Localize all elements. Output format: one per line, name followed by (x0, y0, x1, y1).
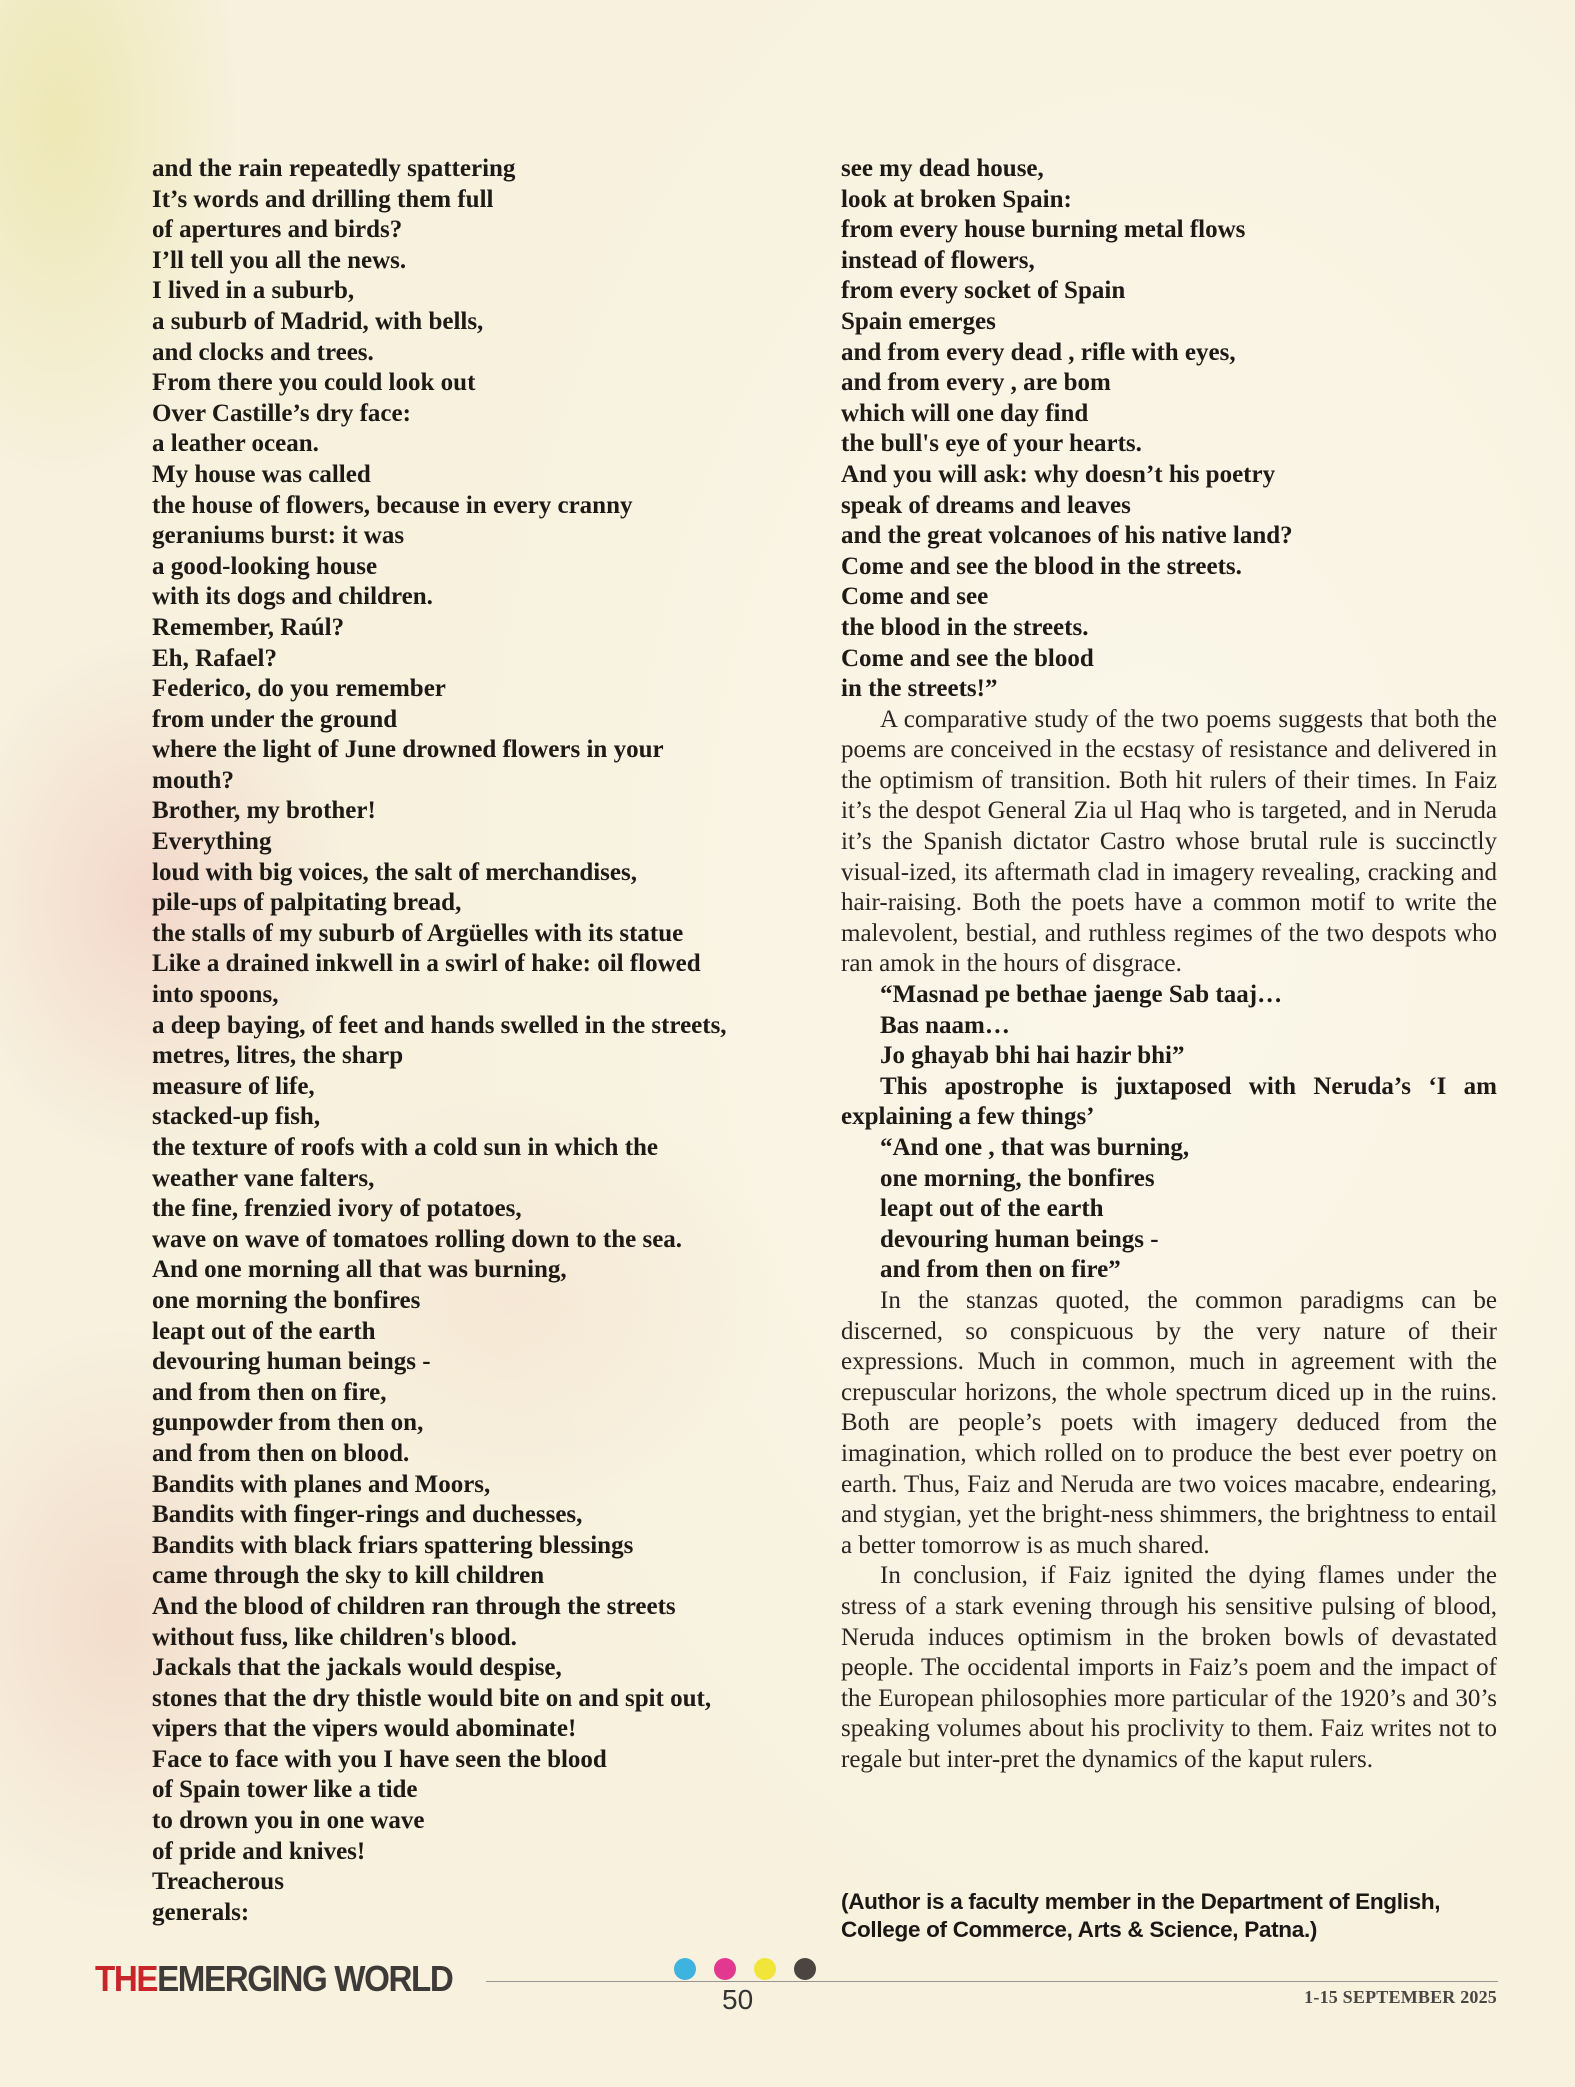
poem-line: My house was called (152, 460, 371, 488)
poem-line: Federico, do you remember (152, 675, 446, 703)
poem-line: of pride and knives! (152, 1837, 366, 1865)
poem-line: Come and see the blood in the streets. (841, 552, 1242, 580)
paragraph-comparative-study: A comparative study of the two poems suggests that both the poems are conceived in the ecstasy of resistance and delivered in the optimism of transition. Both hit rulers of their times. In Faiz it’s the despot General Zia ul Haq who is targeted, and in Neruda it’s the Spanish dictator Castro whose brutal rule is succinctly visual-ized, its aftermath clad in imagery revealing, cracking and hair-raising. Both the poets have a common motif to write the malevolent, bestial, and ruthless regimes of the two despots who ran amok in the hours of disgrace. (841, 705, 1497, 978)
poem-line: geraniums burst: it was (152, 522, 405, 550)
poem-line: “And one , that was burning, (880, 1134, 1190, 1161)
author-note: (Author is a faculty member in the Department of English, College of Commerce, Arts & Science, Patna.) (841, 1889, 1441, 1942)
poem-line: Eh, Rafael? (152, 644, 277, 672)
poem-line: leapt out of the earth (152, 1317, 376, 1345)
poem-line: speak of dreams and leaves (841, 491, 1131, 519)
poem-line: And you will ask: why doesn’t his poetry (841, 460, 1276, 488)
poem-line: from under the ground (152, 705, 398, 733)
poem-line: Come and see (841, 583, 989, 611)
poem-line: and from every , are bom (841, 369, 1111, 397)
poem-line: and from then on fire, (152, 1378, 387, 1406)
poem-line: and clocks and trees. (152, 338, 374, 366)
poem-line: measure of life, (152, 1072, 315, 1100)
poem-line: one morning, the bonfires (880, 1164, 1155, 1192)
poem-line: Like a drained inkwell in a swirl of hake: oil flowed (152, 950, 701, 978)
faiz-quote (841, 980, 1497, 1072)
poem-line: And one morning all that was burning, (152, 1256, 567, 1284)
poem-line: I lived in a suburb, (152, 277, 355, 305)
poem-line: one morning the bonfires (152, 1286, 421, 1314)
poem-line: the fine, frenzied ivory of potatoes, (152, 1195, 522, 1223)
poem-line: a deep baying, of feet and hands swelled in the streets, (152, 1011, 727, 1039)
logo-the: THE (95, 1958, 158, 1999)
poem-line: Over Castille’s dry face: (152, 399, 411, 427)
poem-line: Jackals that the jackals would despise, (152, 1654, 562, 1682)
poem-line: vipers that the vipers would abominate! (152, 1715, 577, 1743)
right-column (841, 154, 1497, 1775)
registration-dot (674, 1958, 696, 1980)
poem-line: and from then on blood. (152, 1439, 410, 1467)
poem-line: devouring human beings - (880, 1225, 1159, 1253)
poem-line: From there you could look out (152, 369, 476, 397)
logo-name: EMERGING WORLD (157, 1958, 453, 1999)
poem-line: mouth? (152, 766, 234, 794)
left-column-poem (152, 154, 808, 1928)
poem-line: Bas naam… (880, 1011, 1010, 1039)
poem-line: and from then on fire” (880, 1256, 1121, 1284)
poem-line: metres, litres, the sharp (152, 1042, 404, 1070)
poem-line: which will one day find (841, 399, 1089, 427)
poem-line: Remember, Raúl? (152, 613, 345, 641)
poem-line: leapt out of the earth (880, 1195, 1104, 1223)
poem-line: the bull's eye of your hearts. (841, 430, 1142, 458)
neruda-quote (841, 1133, 1497, 1286)
poem-line: with its dogs and children. (152, 583, 433, 611)
poem-line: look at broken Spain: (841, 185, 1072, 213)
poem-line: and from every dead , rifle with eyes, (841, 338, 1236, 366)
poem-line: “Masnad pe bethae jaenge Sab taaj… (880, 981, 1283, 1009)
poem-line: and the rain repeatedly spattering (152, 155, 516, 182)
poem-line: devouring human beings - (152, 1348, 431, 1376)
poem-line: of apertures and birds? (152, 216, 403, 244)
poem-line: of Spain tower like a tide (152, 1776, 418, 1804)
poem-line: wave on wave of tomatoes rolling down to the sea. (152, 1225, 683, 1253)
poem-line: Bandits with finger-rings and duchesses, (152, 1501, 583, 1529)
poem-line: came through the sky to kill children (152, 1562, 545, 1590)
poem-line: Jo ghayab bhi hai hazir bhi” (880, 1042, 1185, 1070)
poem-line: without fuss, like children's blood. (152, 1623, 517, 1651)
page-number: 50 (722, 1984, 754, 2015)
poem-line: the blood in the streets. (841, 613, 1089, 641)
poem-line: from every socket of Spain (841, 277, 1126, 305)
poem-line: from every house burning metal flows (841, 216, 1246, 244)
registration-dot (794, 1958, 816, 1980)
poem-line: a good-looking house (152, 552, 378, 580)
poem-line: It’s words and drilling them full (152, 185, 494, 213)
poem-line: Bandits with black friars spattering blessings (152, 1531, 634, 1559)
poem-line: the house of flowers, because in every cranny (152, 491, 633, 519)
apostrophe-paragraph: This apostrophe is juxtaposed with Neruda’s ‘I am explaining a few things’ (841, 1072, 1497, 1131)
poem-line: loud with big voices, the salt of merchandises, (152, 858, 637, 886)
poem-line: the texture of roofs with a cold sun in which the (152, 1134, 659, 1161)
poem-line: instead of flowers, (841, 246, 1035, 274)
poem-line: to drown you in one wave (152, 1807, 425, 1835)
poem-line: stones that the dry thistle would bite on and spit out, (152, 1684, 712, 1712)
paragraph-conclusion: In conclusion, if Faiz ignited the dying flames under the stress of a stark evening through his sensitive pulsing of blood, Neruda induces optimism in the broken bowls of devastated people. The occidental imports in Faiz’s poem and the impact of the European philosophies more particular of the 1920’s and 30’s speaking volumes about his proclivity to them. Faiz writes not to regale but inter-pret the dynamics of the kaput rulers. (841, 1562, 1497, 1773)
poem-line: generals: (152, 1898, 250, 1926)
poem-line: into spoons, (152, 981, 279, 1009)
poem-line: pile-ups of palpitating bread, (152, 889, 462, 917)
registration-dots (674, 1958, 816, 1980)
magazine-logo (95, 1958, 452, 2000)
paragraph-stanzas-quoted: In the stanzas quoted, the common paradigms can be discerned, so conspicuous by the very nature of their expressions. Much in common, much in agreement with the crepuscular horizons, the whole spectrum diced up in the ruins. Both are people’s poets with imagery deduced from the imagination, which rolled on to produce the best ever poetry on earth. Thus, Faiz and Neruda are two voices macabre, endearing, and stygian, yet the bright-ness shimmers, the brightness to entail a better tomorrow is as much shared. (841, 1286, 1497, 1559)
poem-line: gunpowder from then on, (152, 1409, 424, 1437)
poem-line: stacked-up fish, (152, 1103, 321, 1131)
registration-dot (714, 1958, 736, 1980)
poem-line: Brother, my brother! (152, 797, 376, 825)
poem-line: see my dead house, (841, 155, 1044, 182)
poem-line: the stalls of my suburb of Argüelles with its statue (152, 919, 684, 947)
poem-line: Face to face with you I have seen the blood (152, 1745, 607, 1773)
poem-line: a leather ocean. (152, 430, 319, 458)
footer-divider (486, 1981, 1498, 1982)
poem-line: weather vane falters, (152, 1164, 375, 1192)
registration-dot (754, 1958, 776, 1980)
poem-line: Come and see the blood (841, 644, 1094, 672)
poem-line: Spain emerges (841, 307, 996, 335)
poem-line: I’ll tell you all the news. (152, 246, 407, 274)
poem-line: where the light of June drowned flowers in your (152, 736, 664, 764)
poem-line: Bandits with planes and Moors, (152, 1470, 491, 1498)
poem-line: And the blood of children ran through the streets (152, 1592, 676, 1620)
poem-line: and the great volcanoes of his native land? (841, 522, 1293, 550)
poem-line: Everything (152, 828, 272, 856)
poem-line: Treacherous (152, 1868, 284, 1896)
poem-line: a suburb of Madrid, with bells, (152, 307, 484, 335)
neruda-poem-continuation (841, 154, 1497, 705)
poem-line: in the streets!” (841, 675, 998, 703)
issue-date: 1-15 SEPTEMBER 2025 (1304, 1987, 1497, 2007)
